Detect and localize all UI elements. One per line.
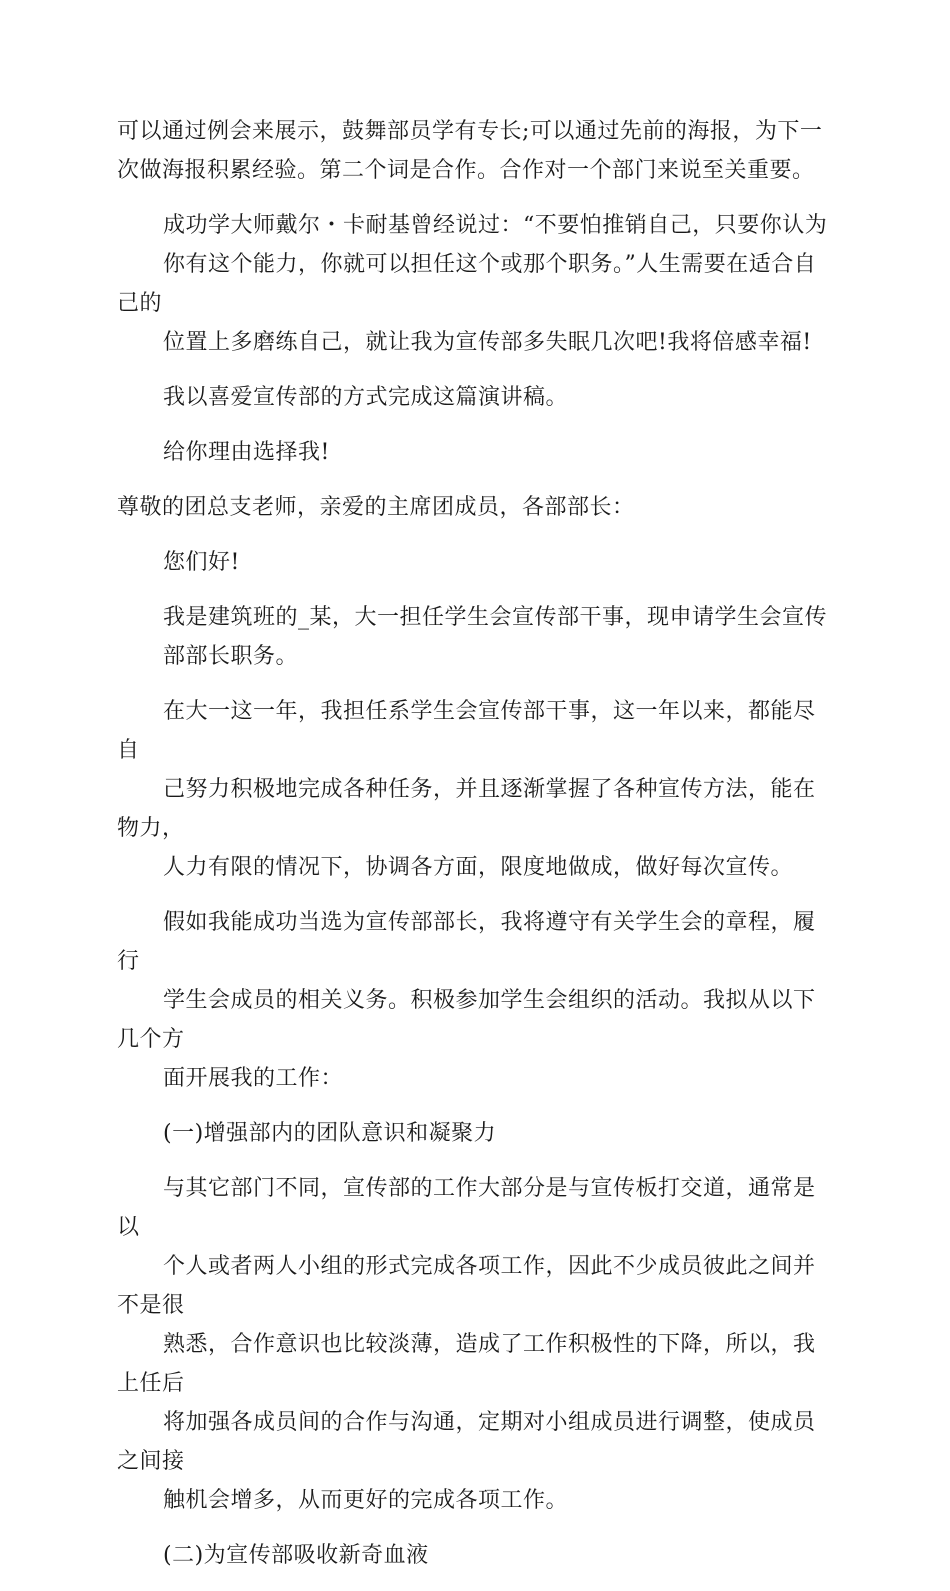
document-body (117, 112, 837, 1591)
paragraph-line: 人力有限的情况下，协调各方面，限度地做成，做好每次宣传。 (163, 855, 794, 880)
paragraph (117, 598, 837, 676)
paragraph (117, 488, 837, 527)
paragraph (117, 112, 837, 190)
paragraph-line: 触机会增多，从而更好的完成各项工作。 (163, 1488, 569, 1513)
paragraph (117, 378, 837, 417)
paragraph (117, 543, 837, 582)
paragraph-line: (一)增强部内的团队意识和凝聚力 (163, 1121, 497, 1146)
paragraph (117, 433, 837, 472)
paragraph-line: 部部长职务。 (163, 644, 299, 669)
paragraph-line: 面开展我的工作： (163, 1066, 344, 1091)
paragraph-line: 我以喜爱宣传部的方式完成这篇演讲稿。 (163, 385, 569, 410)
paragraph (117, 903, 837, 1098)
paragraph-line: 你有这个能力，你就可以担任这个或那个职务。”人生需要在适合自己的 (117, 252, 817, 316)
paragraph-line: 我是建筑班的_某，大一担任学生会宣传部干事，现申请学生会宣传 (163, 605, 828, 630)
paragraph-line: 假如我能成功当选为宣传部部长，我将遵守有关学生会的章程，履行 (117, 910, 816, 974)
paragraph-line: 熟悉，合作意识也比较淡薄，造成了工作积极性的下降，所以，我上任后 (117, 1332, 816, 1396)
paragraph-line: 成功学大师戴尔・卡耐基曾经说过：“不要怕推销自己，只要你认为 (163, 213, 828, 238)
paragraph (117, 206, 837, 362)
paragraph-line: 您们好! (163, 550, 240, 575)
paragraph-line: 将加强各成员间的合作与沟通，定期对小组成员进行调整，使成员之间接 (117, 1410, 816, 1474)
paragraph-line: 与其它部门不同，宣传部的工作大部分是与宣传板打交道，通常是以 (117, 1176, 816, 1240)
paragraph (117, 1114, 837, 1153)
paragraph-line: 学生会成员的相关义务。积极参加学生会组织的活动。我拟从以下几个方 (117, 988, 816, 1052)
paragraph-line: 给你理由选择我! (163, 440, 330, 465)
paragraph-line: 个人或者两人小组的形式完成各项工作，因此不少成员彼此之间并不是很 (117, 1254, 816, 1318)
paragraph (117, 692, 837, 887)
paragraph (117, 1536, 837, 1575)
paragraph-line: 己努力积极地完成各种任务，并且逐渐掌握了各种宣传方法，能在物力， (117, 777, 816, 841)
paragraph-line: 可以通过例会来展示，鼓舞部员学有专长;可以通过先前的海报，为下一 (117, 119, 823, 144)
paragraph-line: 位置上多磨练自己，就让我为宣传部多失眠几次吧!我将倍感幸福! (163, 330, 812, 355)
paragraph-line: (二)为宣传部吸收新奇血液 (163, 1543, 429, 1568)
paragraph (117, 1169, 837, 1520)
paragraph-line: 尊敬的团总支老师，亲爱的主席团成员，各部部长： (117, 495, 635, 520)
paragraph-line: 次做海报积累经验。第二个词是合作。合作对一个部门来说至关重要。 (117, 158, 815, 183)
paragraph-line: 在大一这一年，我担任系学生会宣传部干事，这一年以来，都能尽自 (117, 699, 816, 763)
